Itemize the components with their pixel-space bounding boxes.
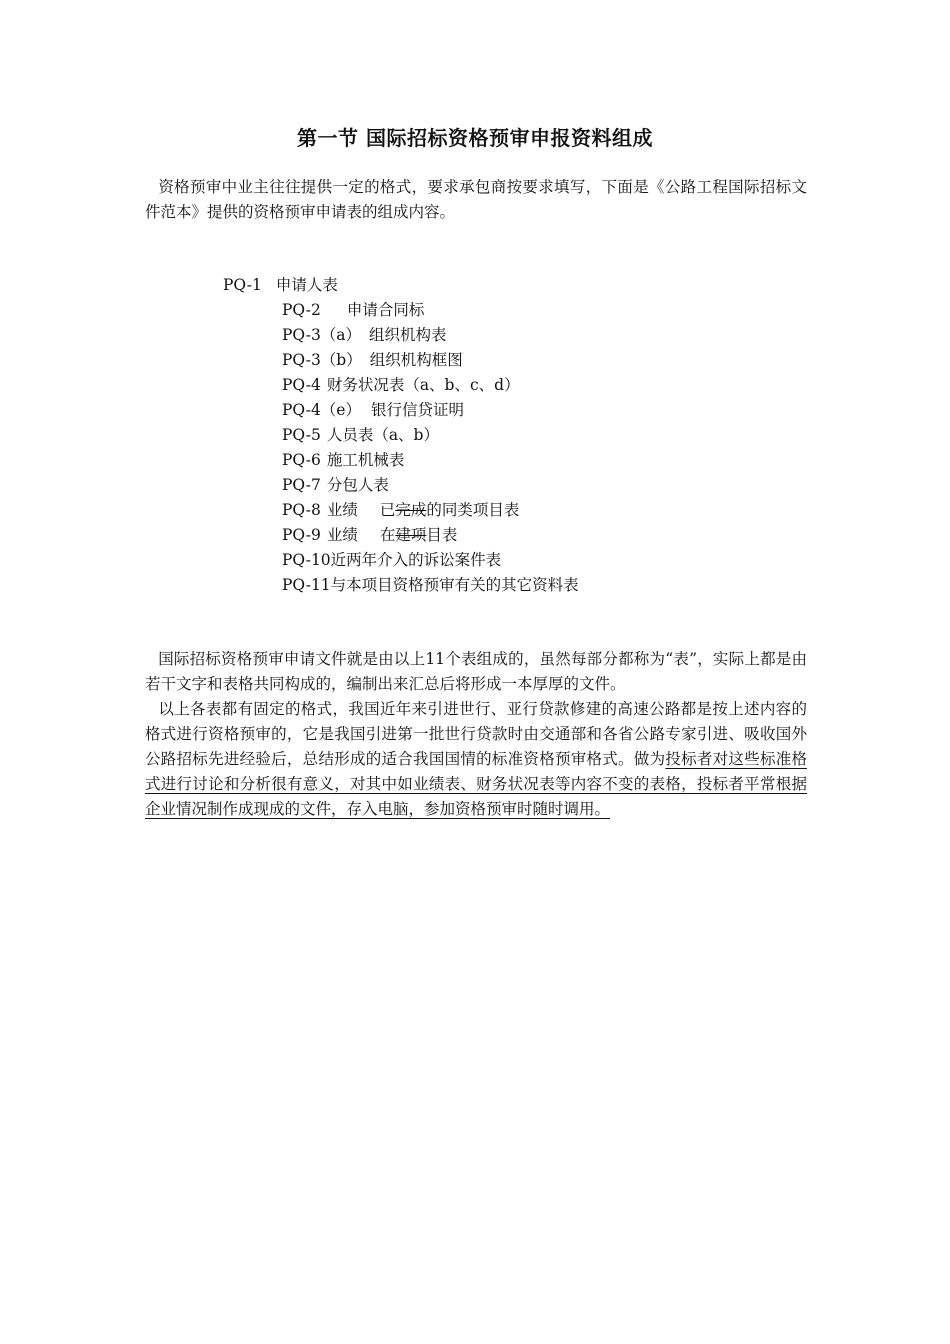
item-text: 与本项目资格预审有关的其它资料表 <box>330 576 579 594</box>
list-item <box>282 448 404 473</box>
item-code: PQ-7 <box>282 476 321 494</box>
item-text: 银行信贷证明 <box>370 401 464 419</box>
item-text: 施工机械表 <box>326 451 405 469</box>
item-code: PQ-5 <box>282 426 321 444</box>
item-code: PQ-3（a） <box>282 326 362 344</box>
list-item <box>282 323 447 348</box>
intro-text: 资格预审中业主往往提供一定的格式，要求承包商按要求填写，下面是《公路工程国际招标文件范本》提供的资格预审申请表的组成内容。 <box>145 178 807 221</box>
list-item <box>282 373 520 398</box>
item-code: PQ-2 <box>282 301 321 319</box>
list-item <box>282 348 463 373</box>
format-paragraph <box>145 697 807 822</box>
item-code: PQ-1 <box>223 276 262 294</box>
item-code: PQ-6 <box>282 451 321 469</box>
list-item <box>282 298 424 323</box>
format-text: 以上各表都有固定的格式，我国近年来引进世行、亚行贷款修建的高速公路都是按上述内容的格式进行资格预审的，它是我国引进第一批世行贷款时由交通部和各省公路专家引进、吸收国外公路招标先进经验后，总结形成的适合我国国情的标准资格预审格式。做为 <box>145 700 807 768</box>
item-code: PQ-9 <box>282 526 321 544</box>
list-item <box>282 523 457 548</box>
item-code: PQ-11 <box>282 576 331 594</box>
item-text: 的同类项目表 <box>426 501 520 519</box>
intro-paragraph <box>145 175 807 225</box>
item-text: 业绩 <box>326 501 358 519</box>
item-text: 组织机构表 <box>369 326 447 344</box>
item-code: PQ-4 <box>282 376 321 394</box>
item-code: PQ-4（e） <box>282 401 361 419</box>
item-text: 目表 <box>426 526 458 544</box>
item-text: 近两年介入的诉讼案件表 <box>330 551 502 569</box>
summary-text: 国际招标资格预审申请文件就是由以上11个表组成的，虽然每部分都称为“表”，实际上都是由若干文字和表格共同构成的，编制出来汇总后将形成一本厚厚的文件。 <box>145 650 807 693</box>
struck-text: 建项 <box>395 526 427 544</box>
underlined-text: 投标者对这些标准格式进行讨论和分析很有意义，对其中如业绩表、财务状况表等内容不变的表格，投标者平常根据企业情况制作成现成的文件，存入电脑，参加资格预审时随时调用。 <box>145 750 807 818</box>
list-item <box>282 398 464 423</box>
list-item-pq1 <box>223 273 338 298</box>
item-text: 在 <box>379 526 396 544</box>
item-code: PQ-3（b） <box>282 351 362 369</box>
item-text: 人员表（a、b） <box>326 426 439 444</box>
item-code: PQ-10 <box>282 551 331 569</box>
struck-text: 完成 <box>395 501 427 519</box>
section-title: 第一节 国际招标资格预审申报资料组成 <box>297 126 653 150</box>
item-text: 组织机构框图 <box>369 351 463 369</box>
list-item <box>282 423 439 448</box>
item-code: PQ-8 <box>282 501 321 519</box>
item-text: 申请人表 <box>275 276 338 294</box>
item-text: 财务状况表（a、b、c、d） <box>326 376 520 394</box>
item-text: 已 <box>379 501 396 519</box>
item-text: 业绩 <box>326 526 358 544</box>
list-item <box>282 548 501 573</box>
summary-paragraph <box>145 647 807 697</box>
item-text: 申请合同标 <box>346 301 425 319</box>
list-item <box>282 573 579 598</box>
list-item <box>282 498 519 523</box>
list-item <box>282 473 389 498</box>
item-text: 分包人表 <box>326 476 389 494</box>
